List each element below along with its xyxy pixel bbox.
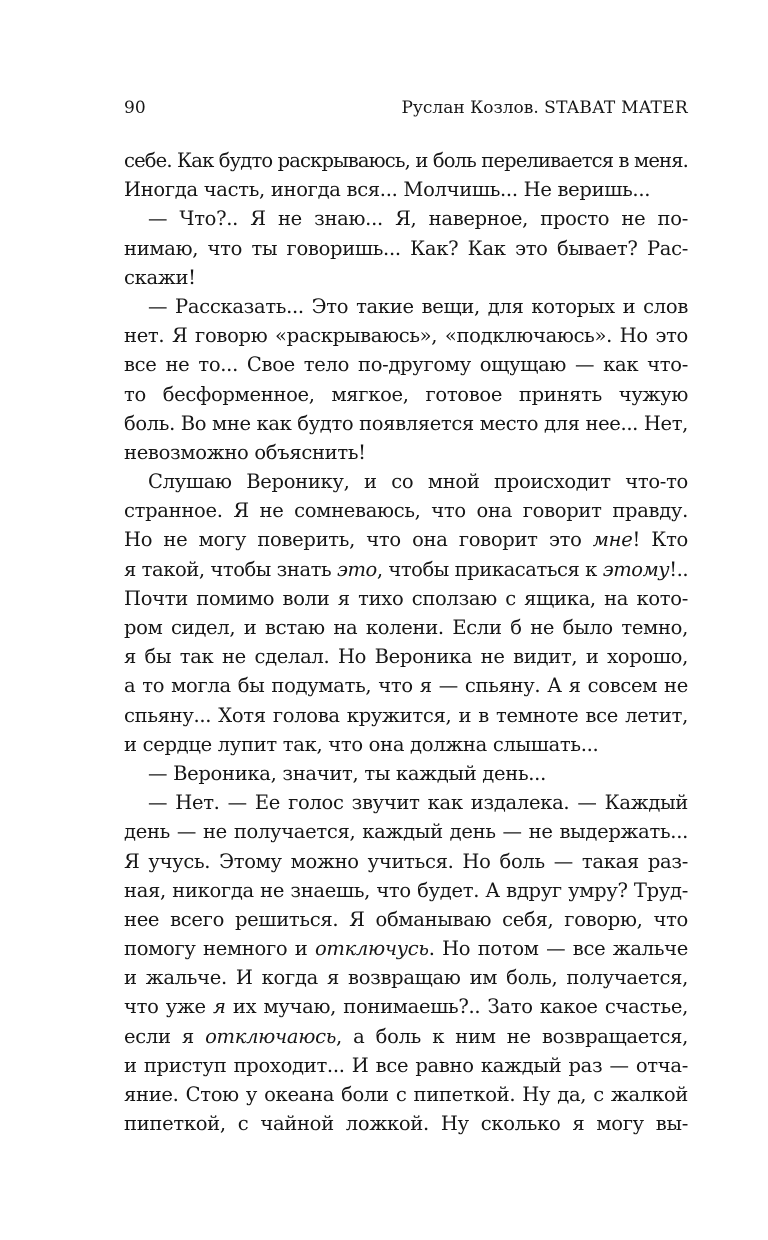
text-run: ная, никогда не знаешь, что будет. А вдруг умру? Труд- [124,878,688,902]
italic-text: отключаюсь [205,1024,337,1048]
text-run: — Нет. — Ее голос звучит как издалека. — Каждый [148,791,688,815]
text-line [124,467,688,496]
text-run: что уже [124,995,214,1019]
text-run: их мучаю, понимаешь?.. Зато какое счастье, [225,995,688,1019]
text-run: ром сидел, и встаю на колени. Если б не было темно, [124,616,688,639]
text-line [124,525,688,554]
text-line [124,409,688,438]
text-run: то бесформенное, мягкое, готовое принять чужую [124,382,688,406]
text-run: странное. Я не сомневаюсь, что она говорит правду. [124,499,688,523]
body-text [124,146,688,1138]
text-line [124,555,688,584]
text-line [124,642,688,671]
text-run: боль. Во мне как будто появляется место для нее... Нет, [124,411,688,435]
text-run: ! Кто [632,528,688,552]
text-line [124,613,688,642]
italic-text: этому [602,557,670,581]
text-line [124,1022,688,1051]
text-run: скажи! [124,265,196,289]
text-line [124,263,688,292]
text-line [124,671,688,700]
text-run: Почти помимо воли я тихо сползаю с ящика, на кото- [124,586,688,610]
text-run: пипеткой, с чайной ложкой. Ну сколько я могу вы- [124,1112,688,1136]
text-line [124,905,688,934]
text-line [124,963,688,992]
running-title [401,96,688,120]
text-line [124,788,688,817]
text-line [124,1109,688,1138]
text-run: нее всего решиться. Я обманываю себя, говорю, что [124,907,688,931]
text-run: Слушаю Веронику, и со мной происходит что-то [148,470,688,494]
page-number: 90 [124,98,146,118]
text-line [124,759,688,788]
text-run: , а боль к ним не возвращается, [336,1024,688,1048]
text-run: нимаю, что ты говоришь... Как? Как это бывает? Рас- [124,236,688,260]
text-line [124,1051,688,1080]
text-line [124,292,688,321]
text-run: !.. [669,557,689,581]
text-line [124,992,688,1021]
text-run: себе. Как будто раскрываюсь, и боль переливается в меня. [124,149,688,172]
text-line [124,321,688,350]
text-run: . Но потом — все жальче [428,937,688,961]
text-run: невозможно объяснить! [124,440,366,464]
italic-text: это [336,557,377,581]
text-line [124,234,688,263]
text-run: — Вероника, значит, ты каждый день... [148,761,546,785]
text-line [124,701,688,730]
text-line [124,584,688,613]
text-run: , чтобы прикасаться к [376,557,603,581]
text-run: день — не получается, каждый день — не выдержать... [124,820,688,844]
italic-text: отключусь [314,937,429,961]
running-header [124,96,688,120]
text-line [124,496,688,525]
author-name: Руслан Козлов. [401,98,539,118]
text-run: — Что?.. Я не знаю... Я, наверное, просто не по- [148,207,688,231]
text-run: Я учусь. Этому можно учиться. Но боль — такая раз- [124,849,688,873]
text-line [124,175,688,204]
text-line [124,876,688,905]
text-line [124,1080,688,1109]
text-line [124,350,688,379]
text-line [124,817,688,846]
text-run: яние. Стою у океана боли с пипеткой. Ну да, с жалкой [124,1083,688,1106]
text-run: — Рассказать... Это такие вещи, для которых и слов [148,294,688,318]
book-title: STABAT MATER [544,98,688,118]
text-run: и приступ проходит... И все равно каждый раз — отча- [124,1053,688,1077]
text-run: и жальче. И когда я возвращаю им боль, получается, [124,966,688,990]
text-line [124,380,688,409]
text-line [124,146,688,175]
text-run: я бы так не сделал. Но Вероника не видит, и хорошо, [124,645,688,669]
italic-text: мне [592,528,633,552]
text-run: а то могла бы подумать, что я — спьяну. А я совсем не [124,674,688,698]
text-run: и сердце лупит так, что она должна слышать... [124,732,599,756]
text-line [124,934,688,963]
text-line [124,847,688,876]
text-run: нет. Я говорю «раскрываюсь», «подключаюсь». Но это [124,324,688,348]
text-run: помогу немного и [124,937,315,961]
text-run: все не то... Свое тело по-другому ощущаю — как что- [124,353,688,377]
text-run: Иногда часть, иногда вся... Молчишь... Не веришь... [124,178,651,202]
italic-text: я [213,995,226,1019]
text-run: Но не могу поверить, что она говорит это [124,528,593,552]
text-line [124,438,688,467]
text-run: спьяну... Хотя голова кружится, и в темноте все летит, [124,703,688,727]
text-run: если я [124,1024,206,1048]
text-run: я такой, чтобы знать [124,557,337,581]
text-line [124,204,688,233]
text-line [124,730,688,759]
